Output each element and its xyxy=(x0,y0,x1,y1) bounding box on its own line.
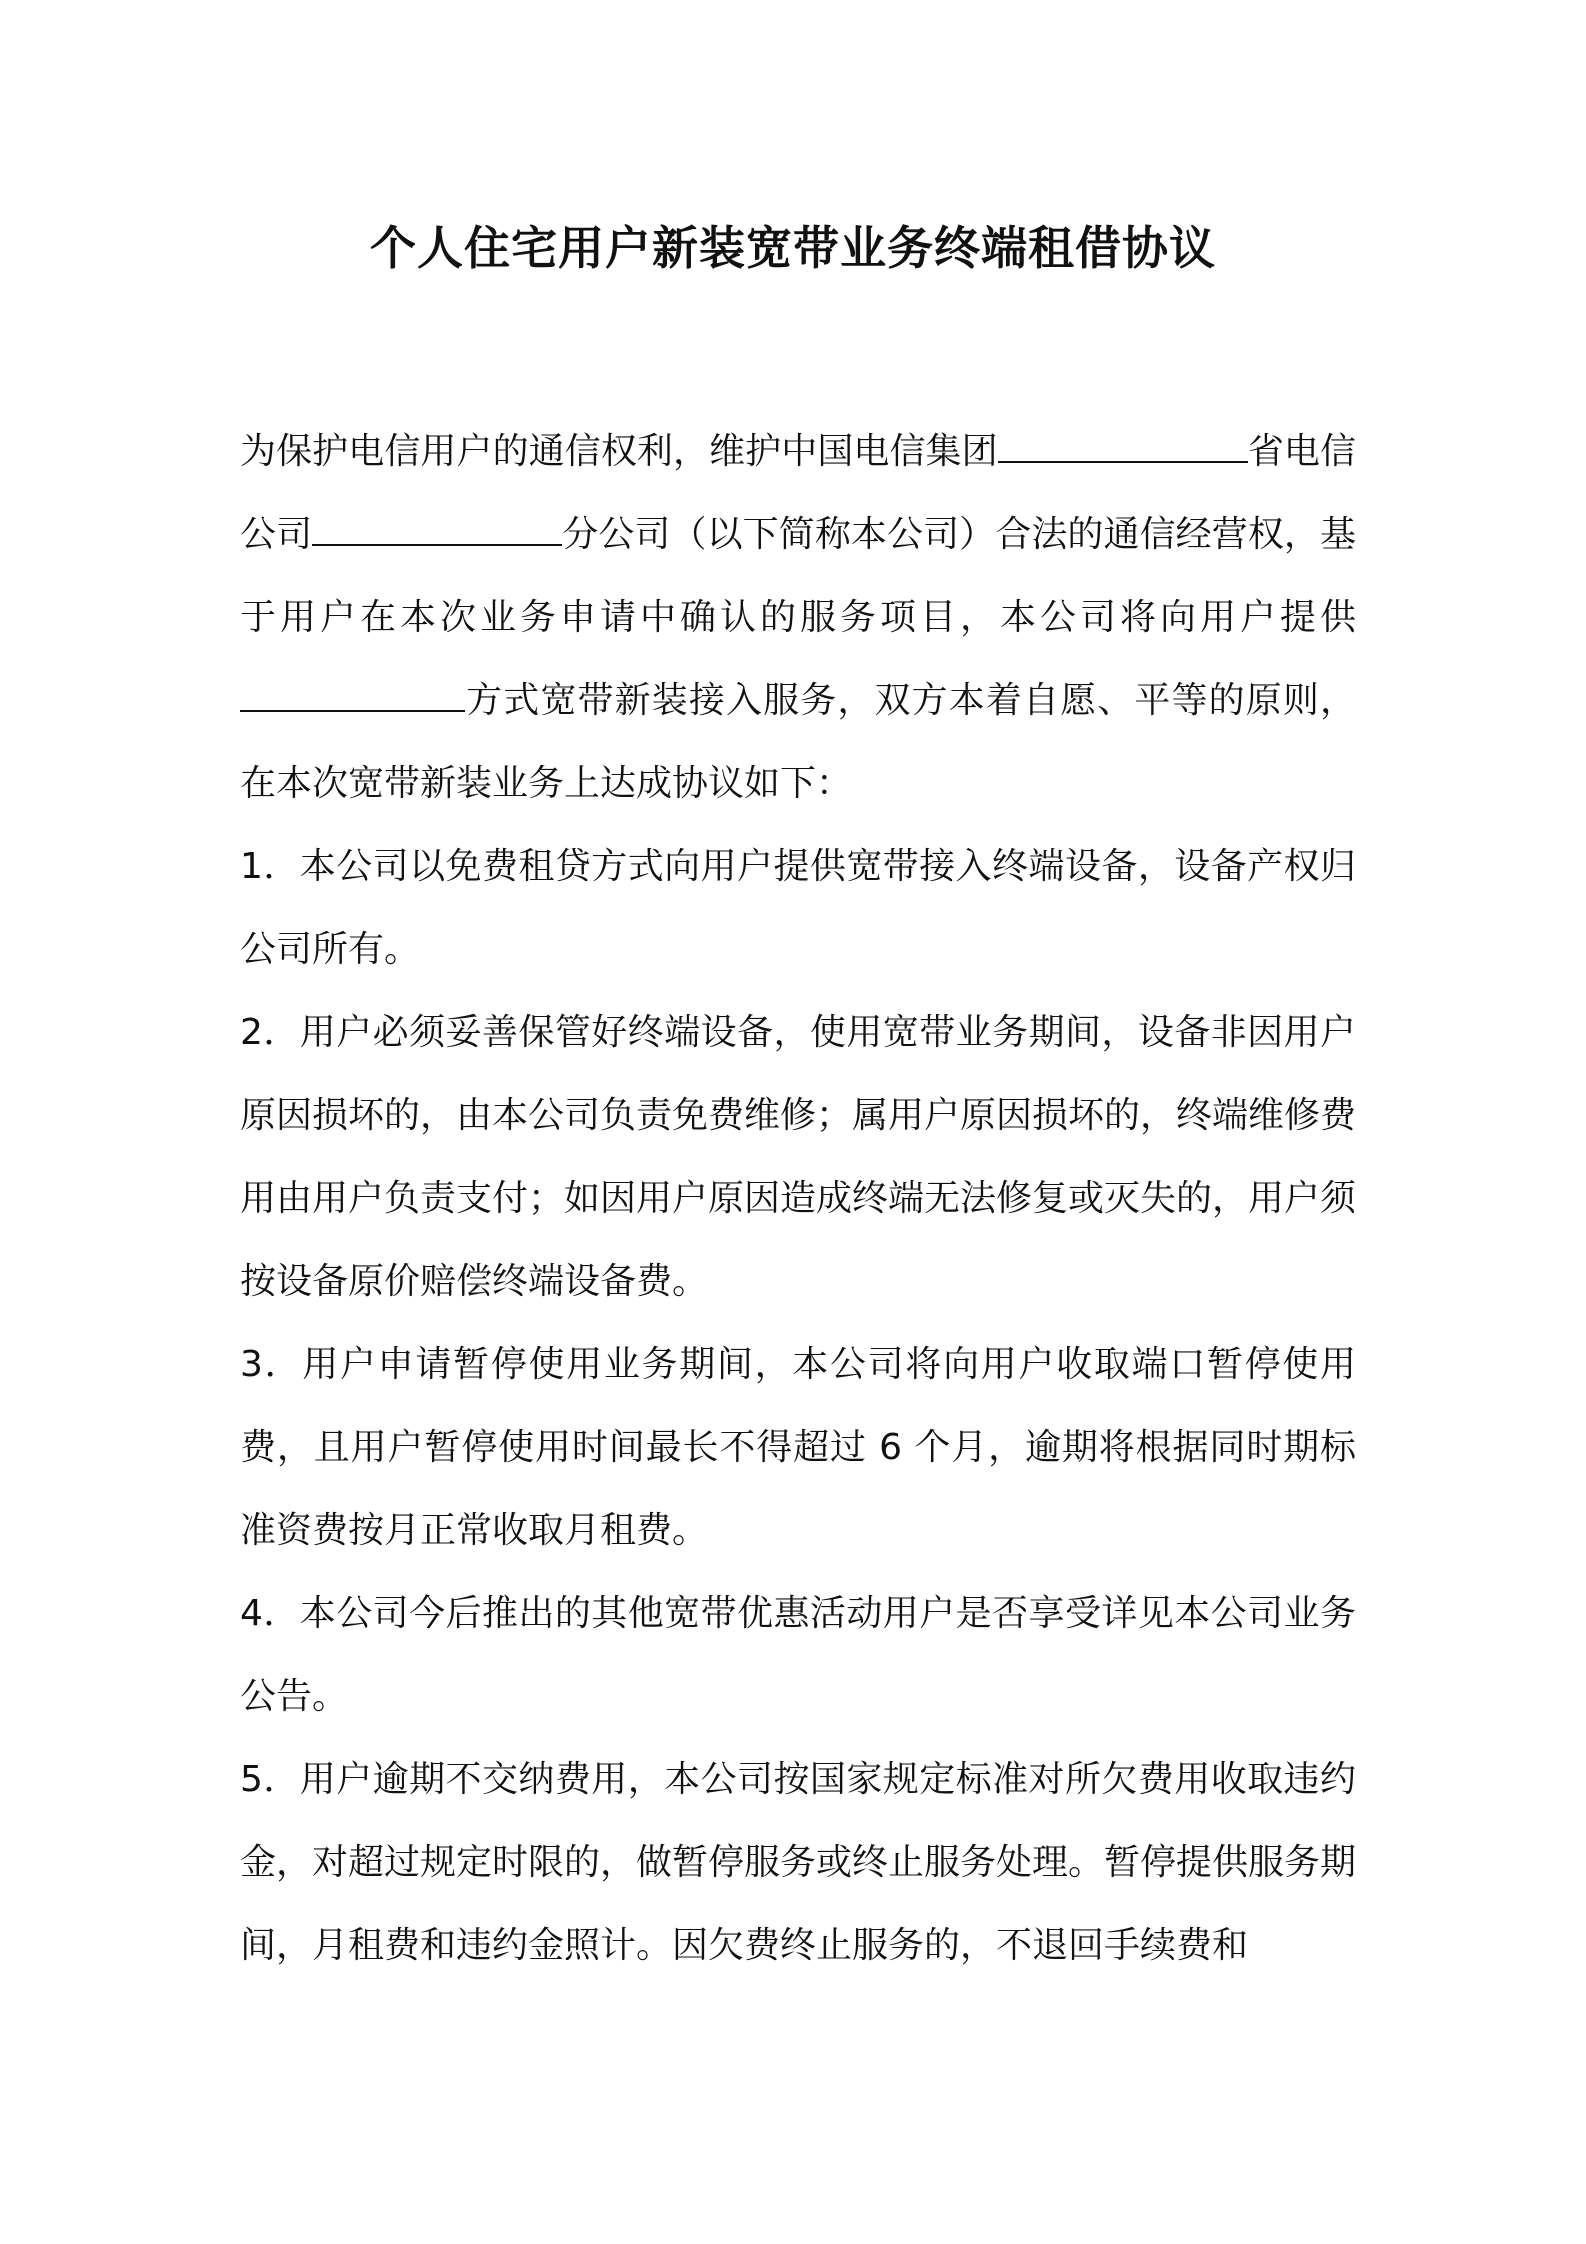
intro-paragraph xyxy=(240,410,1356,825)
branch-blank[interactable] xyxy=(312,514,562,546)
province-blank[interactable] xyxy=(998,431,1248,463)
clause-3: 3．用户申请暂停使用业务期间，本公司将向用户收取端口暂停使用费，且用户暂停使用时间最长不得超过 6 个月，逾期将根据同时期标准资费按月正常收取月租费。 xyxy=(240,1344,1356,1551)
intro-text-4: 方式宽带新装接入服务，双方本着自愿、平等的原则，在本次宽带新装业务上达成协议如下： xyxy=(240,680,1356,804)
clause-5: 5．用户逾期不交纳费用，本公司按国家规定标准对所欠费用收取违约金，对超过规定时限的，做暂停服务或终止服务处理。暂停提供服务期间，月租费和违约金照计。因欠费终止服务的，不退回手续费和 xyxy=(240,1759,1357,1966)
clause-2: 2．用户必须妥善保管好终端设备，使用宽带业务期间，设备非因用户原因损坏的，由本公司负责免费维修；属用户原因损坏的，终端维修费用由用户负责支付；如因用户原因造成终端无法修复或灭失的，用户须按设备原价赔偿终端设备费。 xyxy=(240,1012,1357,1302)
intro-text-2: 省电信公司 xyxy=(240,431,1356,555)
document-title: 个人住宅用户新装宽带业务终端租借协议 xyxy=(370,221,1216,275)
intro-text-3: 分公司（以下简称本公司）合法的通信经营权，基于用户在本次业务申请中确认的服务项目，本公司将向用户提供 xyxy=(240,514,1356,638)
document-body xyxy=(240,410,1356,1987)
clause-1: 1．本公司以免费租贷方式向用户提供宽带接入终端设备，设备产权归公司所有。 xyxy=(240,846,1356,970)
clause-4: 4．本公司今后推出的其他宽带优惠活动用户是否享受详见本公司业务公告。 xyxy=(240,1593,1356,1717)
access-method-blank[interactable] xyxy=(240,680,465,712)
intro-text-1: 为保护电信用户的通信权利，维护中国电信集团 xyxy=(240,431,998,472)
